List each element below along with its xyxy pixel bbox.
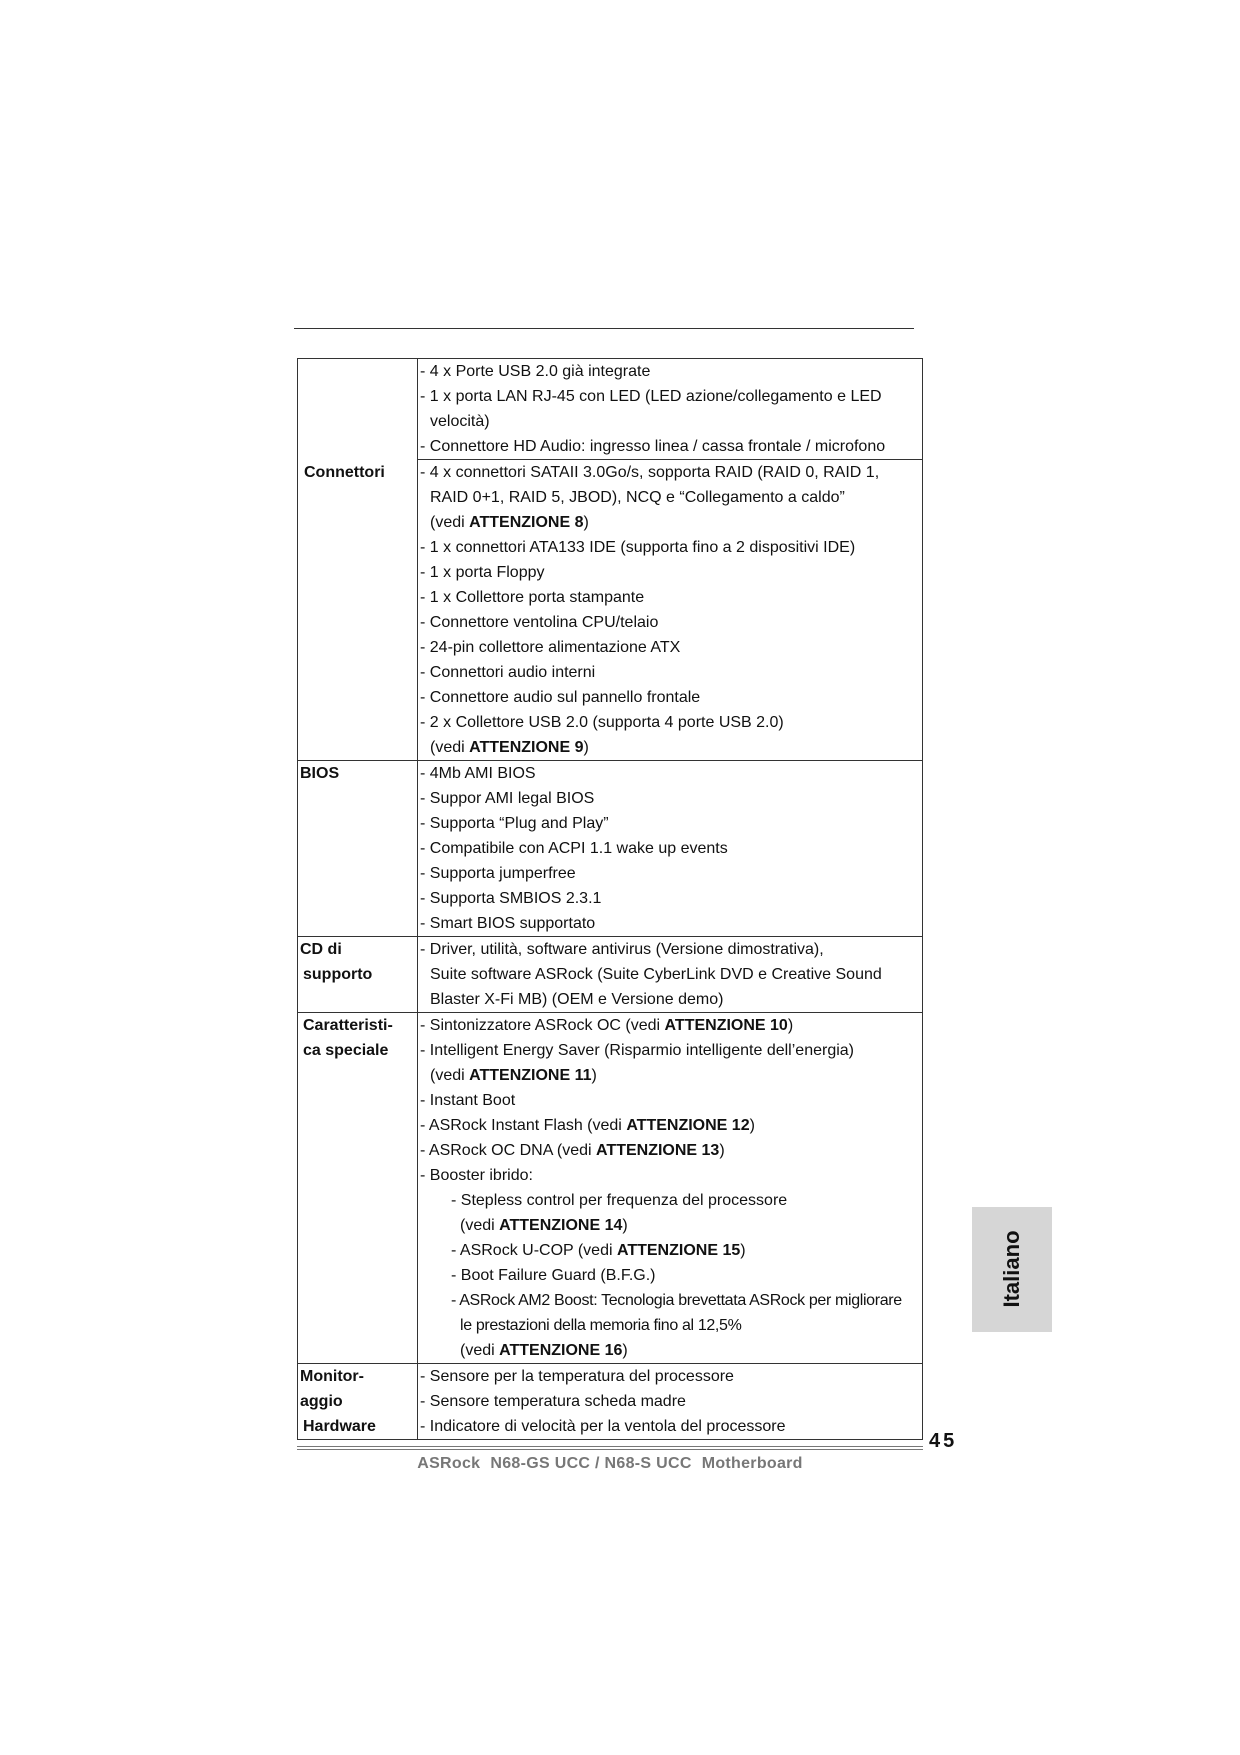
spec-line: - Sensore per la temperatura del processore [420, 1368, 734, 1385]
spec-row-special [298, 1013, 923, 1364]
footer-product: Motherboard [701, 1455, 803, 1472]
spec-line: - 4 x connettori SATAII 3.0Go/s, sopporta RAID (RAID 0, RAID 1, [420, 464, 880, 481]
spec-table [297, 358, 923, 1440]
spec-line: (vedi ATTENZIONE 9) [430, 739, 589, 756]
spec-line: (vedi ATTENZIONE 16) [460, 1342, 628, 1359]
spec-line: (vedi ATTENZIONE 14) [460, 1217, 628, 1234]
spec-label-connettori: Connettori [298, 460, 418, 761]
spec-row-connettori [298, 460, 923, 761]
spec-body-cd [418, 937, 923, 1013]
spec-line: - Boot Failure Guard (B.F.G.) [451, 1267, 656, 1284]
spec-line: - Driver, utilità, software antivirus (Versione dimostrativa), [420, 941, 824, 958]
spec-label-special: Caratteristi- ca speciale [298, 1013, 418, 1364]
spec-line: le prestazioni della memoria fino al 12,5% [460, 1317, 742, 1334]
spec-line: - Indicatore di velocità per la ventola del processore [420, 1418, 786, 1435]
footer [297, 1455, 923, 1473]
spec-line: - Connettore ventolina CPU/telaio [420, 614, 659, 631]
footer-brand: ASRock [417, 1455, 481, 1472]
spec-line: - ASRock U-COP (vedi ATTENZIONE 15) [451, 1242, 746, 1259]
spec-line: - Supporta SMBIOS 2.3.1 [420, 890, 602, 907]
spec-line: - Smart BIOS supportato [420, 915, 596, 932]
spec-line: - 2 x Collettore USB 2.0 (supporta 4 porte USB 2.0) [420, 714, 784, 731]
footer-rule [297, 1446, 923, 1447]
spec-row-cd [298, 937, 923, 1013]
spec-line: - Supporta jumperfree [420, 865, 576, 882]
spec-line: - Booster ibrido: [420, 1167, 533, 1184]
spec-line: - 24-pin collettore alimentazione ATX [420, 639, 681, 656]
language-tab-label: Italiano [999, 1230, 1024, 1308]
footer-model: N68-GS UCC / N68-S UCC [490, 1455, 692, 1472]
spec-line: - 1 x connettori ATA133 IDE (supporta fino a 2 dispositivi IDE) [420, 539, 856, 556]
footer-rule [297, 1449, 923, 1450]
spec-line: - Connettore HD Audio: ingresso linea / cassa frontale / microfono [420, 438, 886, 455]
spec-line: - ASRock OC DNA (vedi ATTENZIONE 13) [420, 1142, 725, 1159]
spec-line: - ASRock AM2 Boost: Tecnologia brevettata ASRock per migliorare [451, 1292, 902, 1309]
spec-line: - 1 x porta LAN RJ-45 con LED (LED azione/collegamento e LED [420, 388, 882, 405]
spec-line: - Supporta “Plug and Play” [420, 815, 609, 832]
spec-line: - 4 x Porte USB 2.0 già integrate [420, 363, 651, 380]
spec-line: - Connettore audio sul pannello frontale [420, 689, 701, 706]
spec-body-monitor [418, 1364, 923, 1440]
spec-line: - ASRock Instant Flash (vedi ATTENZIONE 12) [420, 1117, 755, 1134]
spec-line: - Sensore temperatura scheda madre [420, 1393, 686, 1410]
spec-label-monitor: Monitor- aggio Hardware [298, 1364, 418, 1440]
spec-label-bios: BIOS [298, 761, 418, 937]
spec-row-connettori-top [298, 359, 923, 460]
spec-line: - 1 x porta Floppy [420, 564, 545, 581]
spec-line: - 4Mb AMI BIOS [420, 765, 536, 782]
spec-line: Suite software ASRock (Suite CyberLink DVD e Creative Sound [430, 966, 882, 983]
spec-line: - Stepless control per frequenza del processore [451, 1192, 788, 1209]
spec-line: - Intelligent Energy Saver (Risparmio intelligente dell’energia) [420, 1042, 854, 1059]
spec-row-bios [298, 761, 923, 937]
spec-line: - Instant Boot [420, 1092, 516, 1109]
spec-line: - Suppor AMI legal BIOS [420, 790, 595, 807]
language-tab [972, 1207, 1052, 1332]
spec-line: (vedi ATTENZIONE 11) [430, 1067, 597, 1084]
spec-row-monitor [298, 1364, 923, 1440]
spec-label-cd: CD di supporto [298, 937, 418, 1013]
top-rule [294, 328, 914, 329]
spec-line: - Compatibile con ACPI 1.1 wake up events [420, 840, 728, 857]
spec-body-special [418, 1013, 923, 1364]
spec-line: - Connettori audio interni [420, 664, 596, 681]
spec-body-connettori [418, 460, 923, 761]
spec-label-empty [298, 359, 418, 460]
spec-line: - 1 x Collettore porta stampante [420, 589, 645, 606]
spec-line: RAID 0+1, RAID 5, JBOD), NCQ e “Collegamento a caldo” [430, 489, 845, 506]
spec-line: Blaster X-Fi MB) (OEM e Versione demo) [430, 991, 724, 1008]
spec-line: (vedi ATTENZIONE 8) [430, 514, 589, 531]
page-number: 45 [929, 1430, 958, 1452]
spec-body-bios [418, 761, 923, 937]
spec-line: - Sintonizzatore ASRock OC (vedi ATTENZIONE 10) [420, 1017, 794, 1034]
spec-body-connettori-top [418, 359, 923, 460]
spec-line: velocità) [430, 413, 490, 430]
